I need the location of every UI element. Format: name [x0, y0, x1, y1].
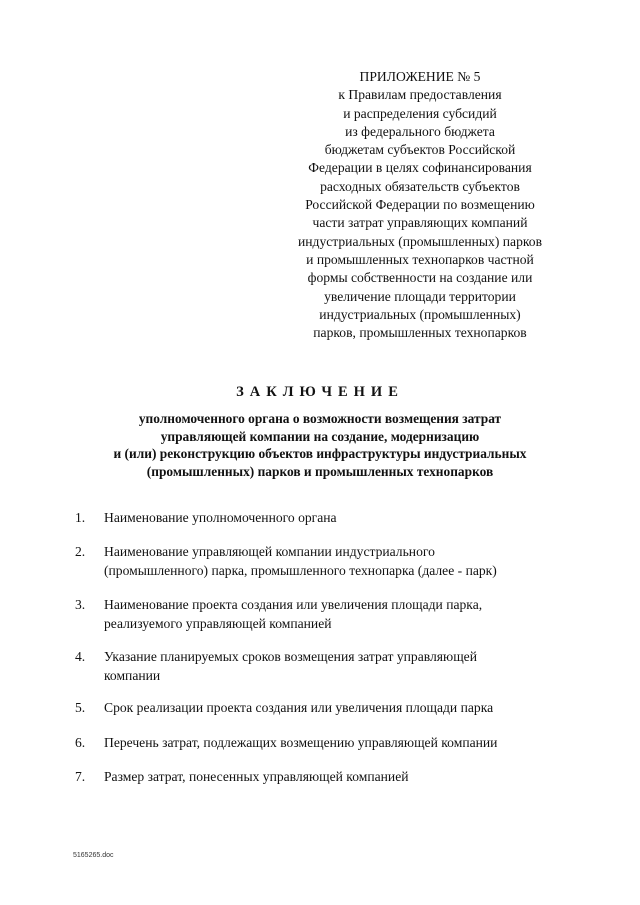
item-text-line: Указание планируемых сроков возмещения затрат управляющей [104, 649, 477, 664]
item-text [104, 767, 584, 786]
appendix-line: парков, промышленных технопарков [313, 325, 527, 341]
item-text-line: компании [104, 668, 161, 683]
appendix-line: и промышленных технопарков частной [306, 251, 534, 267]
subtitle-line: (промышленных) парков и промышленных технопарков [146, 463, 494, 479]
appendix-line: увеличение площади территории [324, 288, 516, 304]
appendix-line: части затрат управляющих компаний [312, 215, 528, 231]
item-text-line: Наименование уполномоченного органа [104, 510, 337, 525]
item-text-line: Срок реализации проекта создания или увеличения площади парка [104, 700, 494, 715]
appendix-line: формы собственности на создание или [307, 270, 533, 286]
appendix-line: индустриальных (промышленных) парков [297, 233, 542, 249]
appendix-line: индустриальных (промышленных) [319, 306, 521, 322]
subtitle-line: уполномоченного органа о возможности возмещения затрат [138, 411, 502, 426]
item-text [104, 595, 584, 633]
item-number: 2. [75, 544, 86, 559]
item-text-line: Перечень затрат, подлежащих возмещению управляющей компании [104, 735, 498, 750]
appendix-line: к Правилам предоставления [338, 87, 502, 103]
item-text-line: Наименование управляющей компании индустриального [104, 544, 435, 559]
item-text-line: Наименование проекта создания или увеличения площади парка, [104, 597, 483, 612]
item-text [104, 647, 584, 685]
item-text-line: Размер затрат, понесенных управляющей компанией [104, 769, 409, 784]
file-name-footer: 5165265.doc [73, 852, 114, 859]
appendix-line: Российской Федерации по возмещению [305, 197, 535, 213]
document-title: ЗАКЛЮЧЕНИЕ [236, 384, 404, 400]
item-number: 5. [75, 700, 86, 715]
item-text-line: реализуемого управляющей компанией [104, 616, 332, 631]
item-number: 7. [75, 769, 86, 784]
subtitle-line: и (или) реконструкцию объектов инфраструктуры индустриальных [113, 446, 527, 461]
appendix-block [270, 68, 570, 342]
document-subtitle [40, 410, 600, 480]
item-number: 3. [75, 597, 86, 612]
item-text [104, 508, 584, 527]
appendix-line: бюджетам субъектов Российской [324, 142, 516, 158]
appendix-line: из федерального бюджета [345, 123, 495, 139]
item-text-line: (промышленного) парка, промышленного технопарка (далее - парк) [104, 563, 497, 578]
appendix-line: Федерации в целях софинансирования [308, 160, 532, 176]
item-number: 1. [75, 510, 86, 525]
item-number: 6. [75, 735, 86, 750]
appendix-line: и распределения субсидий [343, 105, 497, 121]
appendix-line: расходных обязательств субъектов [320, 178, 520, 194]
item-text [104, 733, 584, 752]
item-number: 4. [75, 649, 86, 664]
appendix-heading: ПРИЛОЖЕНИЕ № 5 [359, 69, 481, 84]
item-text [104, 542, 584, 580]
subtitle-line: управляющей компании на создание, модернизацию [160, 428, 480, 444]
item-text [104, 698, 584, 717]
